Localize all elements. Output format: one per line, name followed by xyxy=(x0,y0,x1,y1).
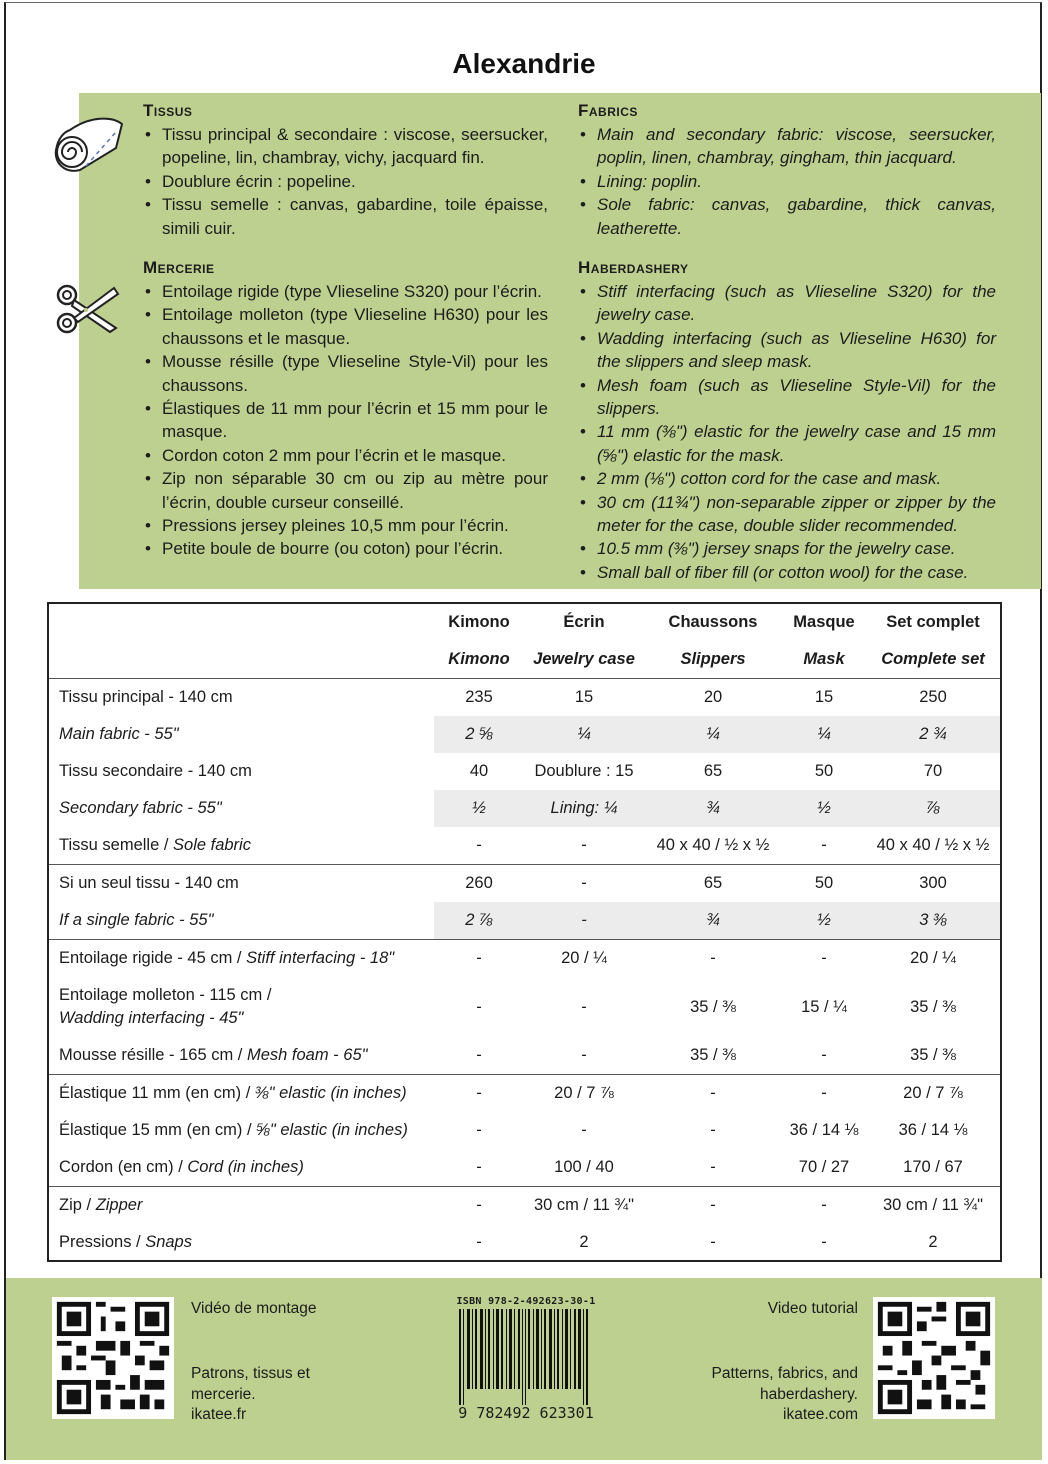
header-row-fr xyxy=(49,604,1000,641)
cell: - xyxy=(476,997,482,1016)
cell: - xyxy=(821,1233,827,1251)
cell: ½ xyxy=(782,790,866,827)
cell: 15 / ¼ xyxy=(801,997,847,1016)
cell: 35 / ⅜ xyxy=(690,997,736,1016)
cell: 36 / 14 ⅛ xyxy=(789,1121,859,1139)
cell: - xyxy=(524,902,644,940)
isbn-barcode xyxy=(447,1296,605,1426)
isbn-label: ISBN 978-2-492623-30-1 xyxy=(456,1296,596,1307)
site-link-en[interactable]: ikatee.com xyxy=(783,1406,858,1423)
list-item: • Pressions jersey pleines 10,5 mm pour l’écrin. xyxy=(143,514,548,537)
cell: 20 / 7 ⅞ xyxy=(866,1075,1000,1113)
cell: - xyxy=(821,1046,827,1064)
cell: - xyxy=(434,1075,524,1113)
cell: 100 / 40 xyxy=(554,1158,614,1176)
list-item: • Doublure écrin : popeline. xyxy=(143,170,548,193)
cell: 40 xyxy=(469,762,489,780)
cell: - xyxy=(644,1187,782,1225)
list-item: • 30 cm (11¾") non-separable zipper or zipper by the meter for the case, double slider recommended. xyxy=(578,491,996,538)
cell: ½ xyxy=(434,790,524,827)
cell: - xyxy=(782,940,866,978)
cell: 20 / ¼ xyxy=(866,940,1000,978)
cell: - xyxy=(581,836,587,854)
table-row xyxy=(49,790,1000,827)
row-label: Entoilage molleton - 115 cm / Wadding interfacing - 45" xyxy=(59,986,272,1027)
cell: 2 ¾ xyxy=(866,716,1000,753)
table-row xyxy=(49,977,1000,1037)
column-header: Set complet xyxy=(886,613,980,631)
cell: ¼ xyxy=(644,716,782,753)
cell: 35 / ⅜ xyxy=(910,1046,956,1064)
list-item: • 11 mm (⅜") elastic for the jewelry case and 15 mm (⅝") elastic for the mask. xyxy=(578,420,996,467)
list-item: • 2 mm (⅛") cotton cord for the case and mask. xyxy=(578,467,996,490)
list-item: • Main and secondary fabric: viscose, seersucker, poplin, linen, chambray, gingham, thin jacquard. xyxy=(578,123,996,170)
cell: 2 ⅞ xyxy=(434,902,524,940)
list-item: • Zip non séparable 30 cm ou zip au mètre pour l’écrin, double curseur conseillé. xyxy=(143,467,548,514)
row-label: Secondary fabric - 55" xyxy=(59,799,222,817)
table-row xyxy=(49,1075,1000,1113)
column-header: Chaussons xyxy=(668,613,758,631)
cell: Doublure : 15 xyxy=(534,762,634,780)
section-heading: Fabrics xyxy=(578,101,638,120)
cell: - xyxy=(434,940,524,978)
list-item: • Petite boule de bourre (ou coton) pour l’écrin. xyxy=(143,537,548,560)
cell: - xyxy=(644,940,782,978)
cell: ¾ xyxy=(644,790,782,827)
cell: 2 xyxy=(579,1233,589,1251)
cell: - xyxy=(581,997,587,1016)
fabrics-fr-section xyxy=(143,101,548,240)
column-header: Kimono xyxy=(448,613,510,631)
cell: - xyxy=(782,1075,866,1113)
barcode-bars xyxy=(447,1309,605,1405)
notions-fr-section xyxy=(143,258,548,561)
row-label: Pressions / Snaps xyxy=(59,1233,192,1251)
list-item: • Stiff interfacing (such as Vlieseline S320) for the jewelry case. xyxy=(578,280,996,327)
yardage-table xyxy=(47,602,1002,1262)
column-header: Mask xyxy=(803,650,845,668)
row-label: Si un seul tissu - 140 cm xyxy=(49,865,434,903)
page-title: Alexandrie xyxy=(452,48,596,79)
cell: 40 x 40 / ½ x ½ xyxy=(656,836,770,854)
qr-code-video-fr[interactable] xyxy=(52,1297,174,1419)
column-header: Kimono xyxy=(448,650,510,668)
fabrics-en-section xyxy=(578,101,996,240)
list-item: • Entoilage molleton (type Vlieseline H630) pour les chaussons et le masque. xyxy=(143,303,548,350)
row-label: If a single fabric - 55" xyxy=(59,911,214,929)
cell: - xyxy=(524,865,644,903)
list-item: • Tissu principal & secondaire : viscose, seersucker, popeline, lin, chambray, vichy, jacquard fin. xyxy=(143,123,548,170)
cell: 170 / 67 xyxy=(903,1158,963,1176)
cell: - xyxy=(581,1121,587,1139)
cell: 40 x 40 / ½ x ½ xyxy=(876,836,990,854)
cell: - xyxy=(644,1075,782,1113)
cell: 15 xyxy=(782,679,866,717)
list-item: • Entoilage rigide (type Vlieseline S320) pour l’écrin. xyxy=(143,280,548,303)
row-label: Tissu principal - 140 cm xyxy=(49,679,434,717)
list-item: • Mousse résille (type Vlieseline Style-Vil) pour les chaussons. xyxy=(143,350,548,397)
row-label: Cordon (en cm) / Cord (in inches) xyxy=(59,1158,304,1176)
section-heading: Haberdashery xyxy=(578,258,689,277)
cell: ¾ xyxy=(644,902,782,940)
list-item: • Élastiques de 11 mm pour l’écrin et 15 mm pour le masque. xyxy=(143,397,548,444)
cell: ½ xyxy=(782,902,866,940)
table-row xyxy=(49,1224,1000,1261)
cell: - xyxy=(476,1158,482,1176)
qr-code-video-en[interactable] xyxy=(873,1297,995,1419)
barcode-number: 9 782492 623301 xyxy=(458,1404,594,1422)
table-row xyxy=(49,940,1000,978)
table-row xyxy=(49,1112,1000,1149)
cell: - xyxy=(710,1121,716,1139)
section-heading: Mercerie xyxy=(143,258,215,277)
cell: - xyxy=(710,1158,716,1176)
list-item: • Cordon coton 2 mm pour l’écrin et le masque. xyxy=(143,444,548,467)
row-label: Entoilage rigide - 45 cm / Stiff interfacing - 18" xyxy=(49,940,434,978)
cell: 2 xyxy=(928,1233,938,1251)
section-heading: Tissus xyxy=(143,101,193,120)
cell: - xyxy=(476,1046,482,1064)
cell: 3 ⅜ xyxy=(866,902,1000,940)
cell: ⅞ xyxy=(866,790,1000,827)
cell: 20 xyxy=(644,679,782,717)
cell: 15 xyxy=(524,679,644,717)
column-header: Écrin xyxy=(563,613,605,631)
column-header: Complete set xyxy=(881,650,985,668)
cell: 65 xyxy=(644,865,782,903)
scissors-icon xyxy=(54,282,122,338)
cell: 250 xyxy=(866,679,1000,717)
header-row-en xyxy=(49,641,1000,679)
cell: 70 xyxy=(923,762,943,780)
row-label: Élastique 11 mm (en cm) / ⅜" elastic (in inches) xyxy=(49,1075,434,1113)
row-label: Tissu secondaire - 140 cm xyxy=(59,762,252,780)
cell: - xyxy=(821,836,827,854)
cell: 35 / ⅜ xyxy=(690,1046,736,1064)
table-row xyxy=(49,1037,1000,1075)
cell: 235 xyxy=(434,679,524,717)
column-header: Jewelry case xyxy=(533,650,635,668)
column-header: Slippers xyxy=(680,650,746,668)
cell: Lining: ¼ xyxy=(524,790,644,827)
notions-en-section xyxy=(578,258,996,584)
cell: 70 / 27 xyxy=(798,1158,850,1176)
cell: ¼ xyxy=(524,716,644,753)
cell: 35 / ⅜ xyxy=(910,997,956,1016)
cell: - xyxy=(581,1046,587,1064)
column-header: Masque xyxy=(793,613,855,631)
table-row xyxy=(49,1187,1000,1225)
table-row xyxy=(49,902,1000,940)
table-row xyxy=(49,753,1000,790)
list-item: • Lining: poplin. xyxy=(578,170,996,193)
list-item: • Tissu semelle : canvas, gabardine, toile épaisse, simili cuir. xyxy=(143,193,548,240)
cell: - xyxy=(710,1233,716,1251)
cell: 36 / 14 ⅛ xyxy=(898,1121,968,1139)
list-item: • Wadding interfacing (such as Vlieseline H630) for the slippers and sleep mask. xyxy=(578,327,996,374)
cell: 20 / ¼ xyxy=(524,940,644,978)
cell: - xyxy=(476,836,482,854)
cell: 30 cm / 11 ¾" xyxy=(866,1187,1000,1225)
cell: - xyxy=(476,1121,482,1139)
table-row xyxy=(49,1149,1000,1187)
row-label: Tissu semelle / Sole fabric xyxy=(59,836,251,854)
row-label: Mousse résille - 165 cm / Mesh foam - 65" xyxy=(59,1046,368,1064)
cell: - xyxy=(476,1233,482,1251)
cell: 2 ⅝ xyxy=(434,716,524,753)
site-link-fr[interactable]: ikatee.fr xyxy=(191,1406,247,1423)
table-row xyxy=(49,865,1000,903)
cell: 50 xyxy=(782,865,866,903)
cell: - xyxy=(434,1187,524,1225)
shop-text-fr: Patrons, tissus et mercerie. ikatee.fr xyxy=(191,1364,310,1426)
video-label-en: Video tutorial xyxy=(767,1300,858,1317)
table-row xyxy=(49,679,1000,717)
fabric-roll-icon xyxy=(50,112,128,176)
cell: 50 xyxy=(814,762,834,780)
table-row xyxy=(49,716,1000,753)
cell: ¼ xyxy=(782,716,866,753)
row-label: Élastique 15 mm (en cm) / ⅝" elastic (in inches) xyxy=(59,1121,408,1139)
list-item: • 10.5 mm (⅜") jersey snaps for the jewelry case. xyxy=(578,537,996,560)
list-item: • Sole fabric: canvas, gabardine, thick canvas, leatherette. xyxy=(578,193,996,240)
cell: 65 xyxy=(703,762,723,780)
row-label: Zip / Zipper xyxy=(49,1187,434,1225)
row-label: Main fabric - 55" xyxy=(59,725,179,743)
list-item: • Mesh foam (such as Vlieseline Style-Vil) for the slippers. xyxy=(578,374,996,421)
cell: 20 / 7 ⅞ xyxy=(524,1075,644,1113)
table-row xyxy=(49,827,1000,865)
list-item: • Small ball of fiber fill (or cotton wool) for the case. xyxy=(578,561,996,584)
cell: 30 cm / 11 ¾" xyxy=(524,1187,644,1225)
shop-text-en: Patterns, fabrics, and haberdashery. ikatee.com xyxy=(712,1364,858,1426)
cell: 300 xyxy=(866,865,1000,903)
cell: - xyxy=(782,1187,866,1225)
cell: 260 xyxy=(434,865,524,903)
video-label-fr: Vidéo de montage xyxy=(191,1300,317,1317)
